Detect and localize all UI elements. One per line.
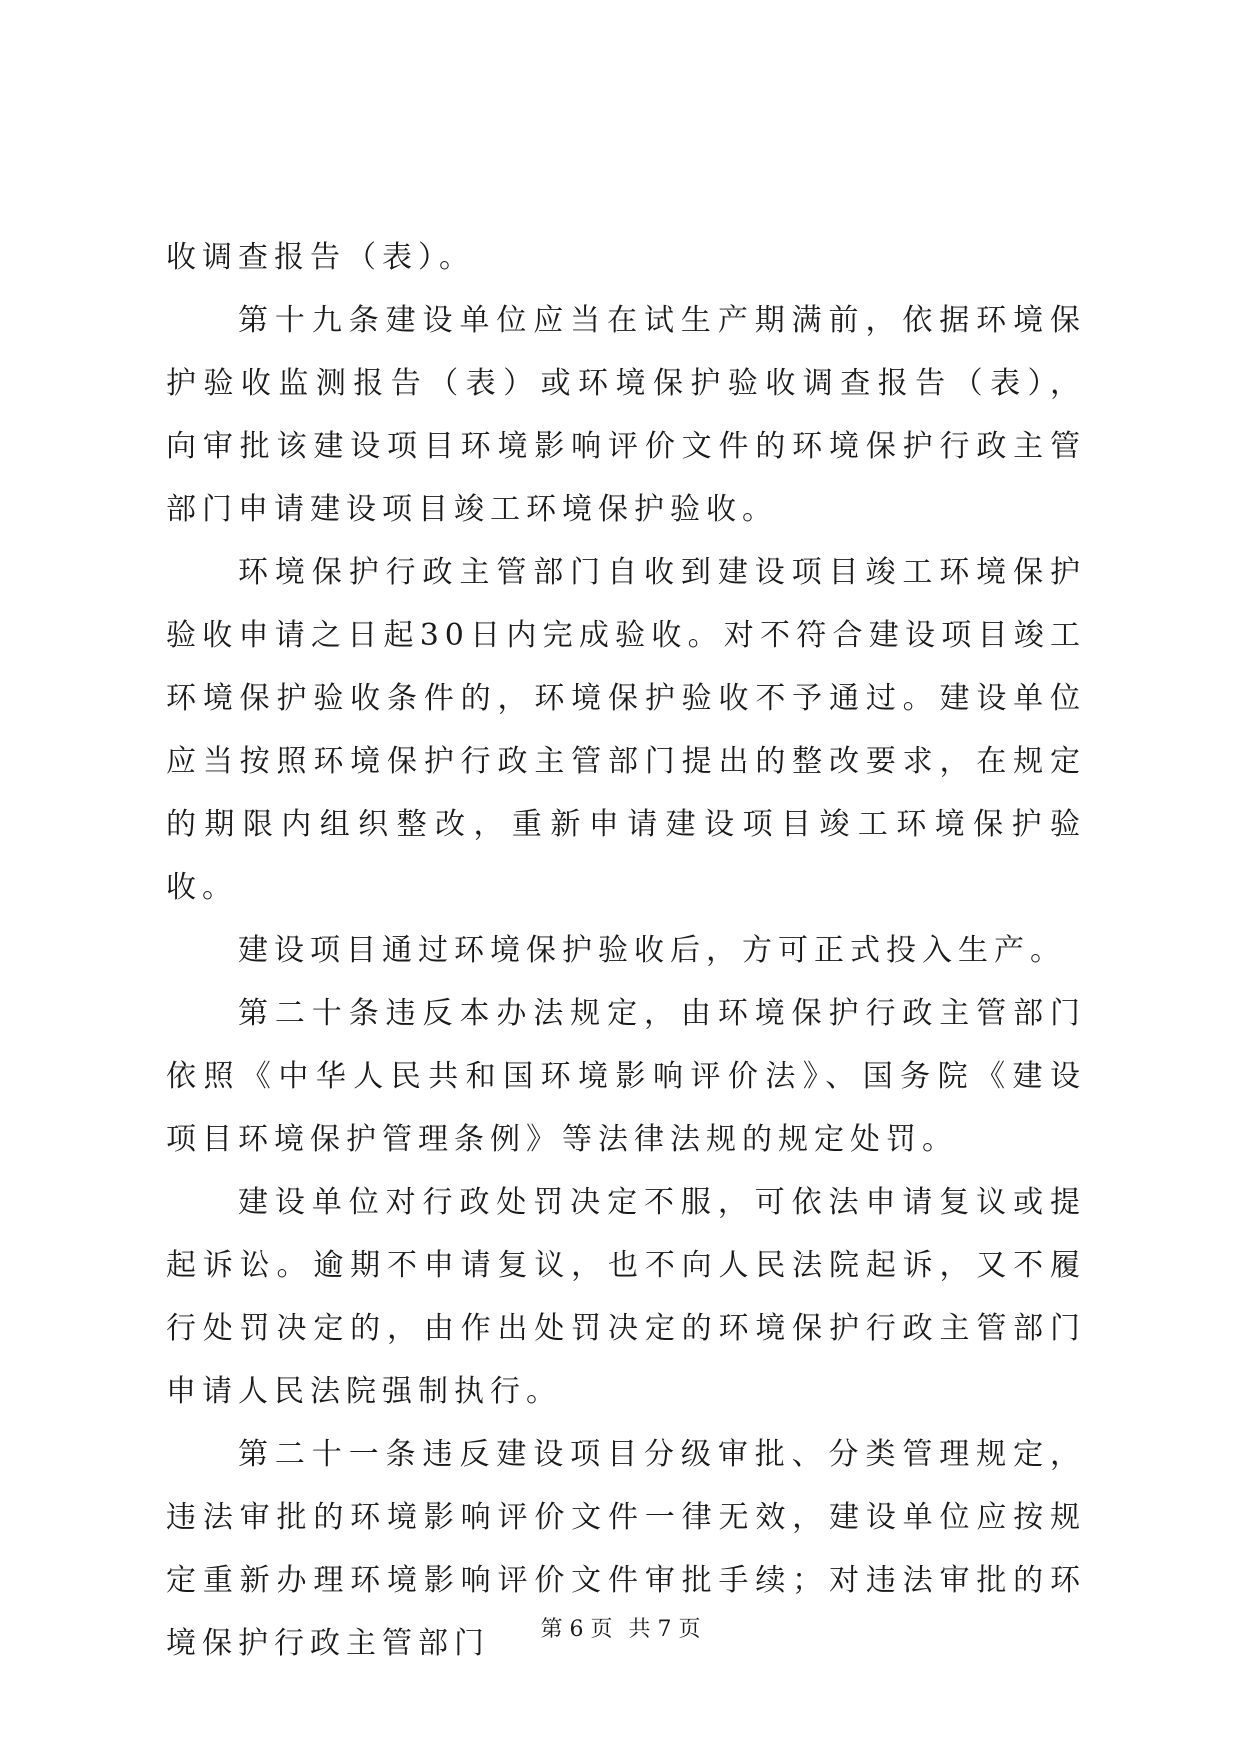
paragraph-4: 建设项目通过环境保护验收后，方可正式投入生产。: [238, 933, 1066, 968]
page-footer: [0, 1612, 1241, 1643]
paragraph-3: 环境保护行政主管部门自收到建设项目竣工环境保护验收申请之日起30日内完成验收。对不符合建设项目竣工环境保护验收条件的，环境保护验收不予通过。建设单位应当按照环境保护行政主管部门提出的整改要求，在规定的期限内组织整改，重新申请建设项目竣工环境保护验收。: [166, 555, 1086, 905]
page-total: 共 7 页: [628, 1617, 701, 1642]
paragraph-6: 建设单位对行政处罚决定不服，可依法申请复议或提起诉讼。逾期不申请复议，也不向人民法院起诉，又不履行处罚决定的，由作出处罚决定的环境保护行政主管部门申请人民法院强制执行。: [166, 1185, 1086, 1409]
page-number: 第 6 页: [540, 1617, 613, 1642]
paragraph-5: 第二十条违反本办法规定，由环境保护行政主管部门依照《中华人民共和国环境影响评价法》、国务院《建设项目环境保护管理条例》等法律法规的规定处罚。: [166, 996, 1086, 1157]
paragraph-2: 第十九条建设单位应当在试生产期满前，依据环境保护验收监测报告（表）或环境保护验收调查报告（表），向审批该建设项目环境影响评价文件的环境保护行政主管部门申请建设项目竣工环境保护验收。: [166, 303, 1086, 527]
document-body: [166, 226, 1086, 1675]
paragraph-1: 收调查报告（表）。: [166, 240, 475, 275]
paragraph-7: 第二十一条违反建设项目分级审批、分类管理规定，违法审批的环境影响评价文件一律无效，建设单位应按规定重新办理环境影响评价文件审批手续；对违法审批的环境保护行政主管部门: [166, 1437, 1086, 1661]
